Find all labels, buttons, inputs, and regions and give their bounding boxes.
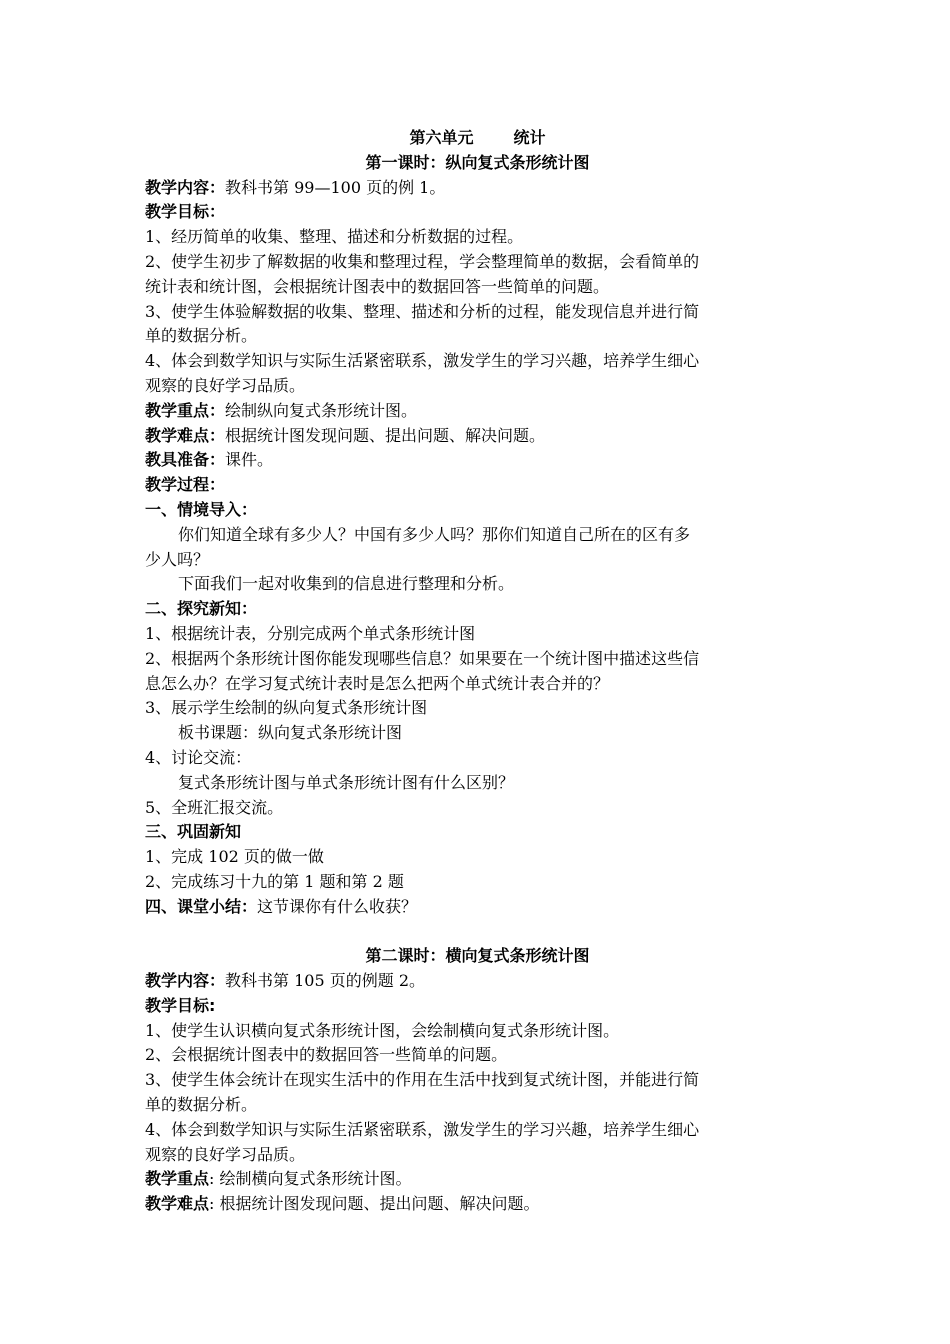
section-4-text: 这节课你有什么收获？: [257, 896, 418, 916]
section-3-heading: 三、巩固新知: [145, 822, 242, 842]
unit-title: [145, 126, 810, 151]
lesson2-goal-3b: 单的数据分析。: [145, 1095, 258, 1115]
lesson2-content-text: 教科书第 105 页的例题 2。: [225, 971, 425, 991]
lesson1-goal-3b: 单的数据分析。: [145, 326, 258, 346]
lesson1-difficulty-text: 根据统计图发现问题、提出问题、解决问题。: [225, 425, 546, 445]
section-2-board-title: 板书课题：纵向复式条形统计图: [178, 723, 403, 743]
lesson2-goal-4b: 观察的良好学习品质。: [145, 1144, 306, 1164]
lesson2-content-label: 教学内容：: [145, 971, 226, 991]
lesson1-key-label: 教学重点：: [145, 400, 226, 420]
lesson2-goal-4a: 4、体会到数学知识与实际生活紧密联系，激发学生的学习兴趣，培养学生细心: [145, 1119, 700, 1139]
section-2-item-4: 4、讨论交流：: [145, 747, 252, 767]
lesson1-tools-label: 教具准备：: [145, 450, 226, 470]
document-body: [145, 126, 810, 1217]
lesson1-goal-2b: 统计表和统计图，会根据统计图表中的数据回答一些简单的问题。: [145, 276, 610, 296]
section-2-item-2b: 息怎么办？在学习复式统计表时是怎么把两个单式统计表合并的？: [145, 673, 610, 693]
section-1-para-1b: 少人吗？: [145, 549, 210, 569]
section-3-item-1: 1、完成 102 页的做一做: [145, 847, 324, 867]
lesson2-difficulty-label: 教学难点: [145, 1194, 210, 1214]
lesson1-goal-3a: 3、使学生体验解数据的收集、整理、描述和分析的过程，能发现信息并进行简: [145, 301, 700, 321]
blank-line: [145, 920, 810, 945]
lesson2-difficulty: [145, 1192, 810, 1217]
lesson1-process-label: 教学过程：: [145, 475, 226, 495]
lesson1-content-text: 教科书第 99—100 页的例 1。: [225, 177, 446, 197]
lesson1-title: 第一课时：纵向复式条形统计图: [365, 152, 590, 172]
lesson1-key: [145, 399, 810, 424]
lesson1-tools-text: 课件。: [225, 450, 274, 470]
section-2-heading: 二、探究新知：: [145, 599, 258, 619]
lesson2-title: 第二课时：横向复式条形统计图: [365, 946, 590, 966]
lesson1-tools: [145, 448, 810, 473]
lesson2-content: [145, 969, 810, 994]
lesson2-key: [145, 1167, 810, 1192]
section-1-heading: 一、情境导入：: [145, 499, 258, 519]
section-4: [145, 895, 810, 920]
section-1-para-2: 下面我们一起对收集到的信息进行整理和分析。: [178, 574, 515, 594]
lesson2-goal-1: 1、使学生认识横向复式条形统计图，会绘制横向复式条形统计图。: [145, 1020, 620, 1040]
section-2-item-4-question: 复式条形统计图与单式条形统计图有什么区别？: [178, 772, 515, 792]
lesson2-key-text: : 绘制横向复式条形统计图。: [209, 1169, 412, 1189]
lesson1-difficulty-label: 教学难点：: [145, 425, 226, 445]
lesson1-key-text: 绘制纵向复式条形统计图。: [225, 400, 418, 420]
lesson1-goal-1: 1、经历简单的收集、整理、描述和分析数据的过程。: [145, 227, 524, 247]
lesson1-difficulty: [145, 424, 810, 449]
section-2-item-5: 5、全班汇报交流。: [145, 797, 284, 817]
lesson2-difficulty-text: : 根据统计图发现问题、提出问题、解决问题。: [209, 1194, 540, 1214]
section-4-heading: 四、课堂小结：: [145, 896, 258, 916]
section-3-item-2: 2、完成练习十九的第 1 题和第 2 题: [145, 871, 404, 891]
section-2-item-2a: 2、根据两个条形统计图你能发现哪些信息？如果要在一个统计图中描述这些信: [145, 648, 700, 668]
unit-topic-text: 统计: [513, 128, 546, 147]
lesson1-content-label: 教学内容：: [145, 177, 226, 197]
lesson1-goal-4b: 观察的良好学习品质。: [145, 375, 306, 395]
lesson2-goals-label: 教学目标:: [145, 995, 216, 1015]
lesson2-key-label: 教学重点: [145, 1169, 210, 1189]
lesson2-goal-3a: 3、使学生体会统计在现实生活中的作用在生活中找到复式统计图，并能进行简: [145, 1070, 700, 1090]
section-2-item-1: 1、根据统计表，分别完成两个单式条形统计图: [145, 623, 476, 643]
lesson2-goal-2: 2、会根据统计图表中的数据回答一些简单的问题。: [145, 1045, 508, 1065]
lesson1-goal-4a: 4、体会到数学知识与实际生活紧密联系，激发学生的学习兴趣，培养学生细心: [145, 351, 700, 371]
section-2-item-3: 3、展示学生绘制的纵向复式条形统计图: [145, 698, 428, 718]
lesson1-goal-2a: 2、使学生初步了解数据的收集和整理过程，学会整理简单的数据，会看简单的: [145, 251, 700, 271]
lesson1-content: [145, 176, 810, 201]
lesson1-goals-label: 教学目标：: [145, 202, 226, 222]
section-1-para-1a: 你们知道全球有多少人？中国有多少人吗？那你们知道自己所在的区有多: [178, 524, 691, 544]
unit-title-text: 第六单元: [409, 128, 474, 147]
